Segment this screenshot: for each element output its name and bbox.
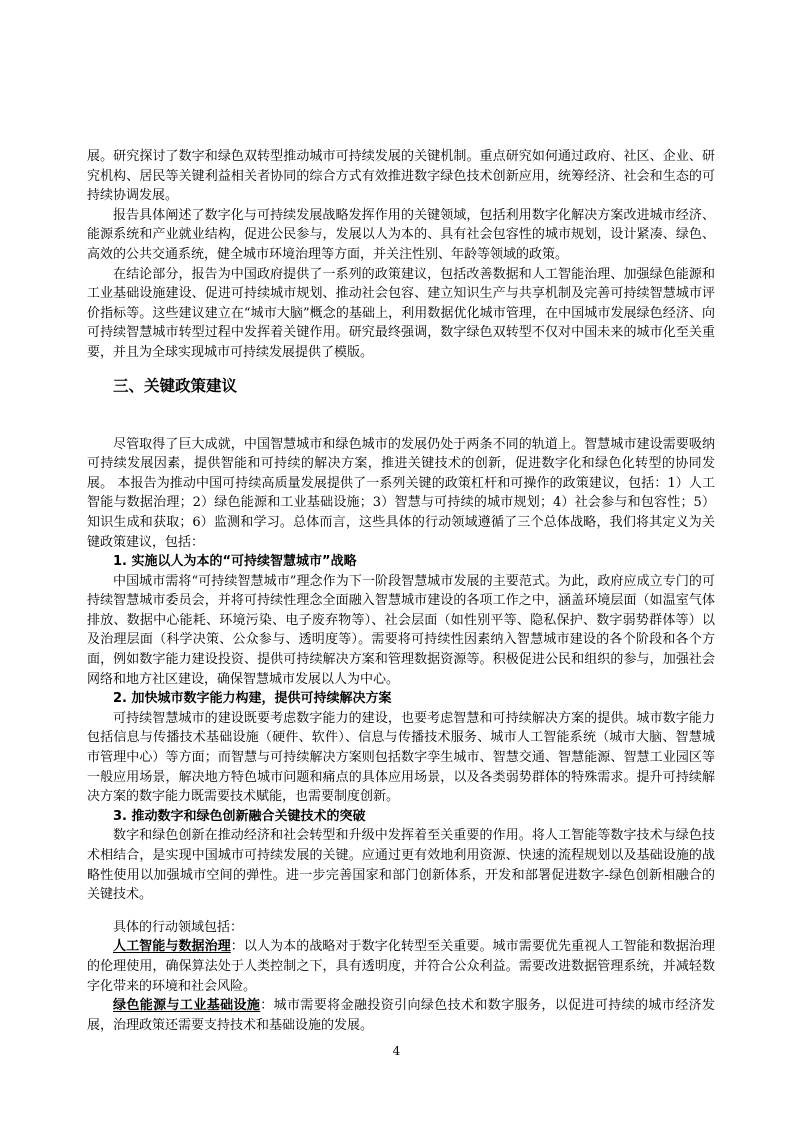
- document-body: [87, 147, 715, 1035]
- strategy-2-heading: 2. 加快城市数字能力构建，提供可持续解决方案: [113, 691, 392, 707]
- action-item-lead: 绿色能源与工业基础设施: [113, 998, 261, 1014]
- action-item-lead: 人工智能与数据治理: [113, 939, 231, 955]
- strategy-1-body: 中国城市需将“可持续智慧城市”理念作为下一阶段智慧城市发展的主要范式。为此，政府应成立专门的可持续智慧城市委员会，并将可持续性理念全面融入智慧城市建设的各项工作之中，涵盖环境层面（如温室气体排放、数据中心能耗、环境污染、电子废弃物等）、社会层面（如性别平等、隐私保护、数字弱势群体等）以及治理层面（科学决策、公众参与、透明度等）。需要将可持续性因素纳入智慧城市建设的各个阶段和各个方面，例如数字能力建设投资、提供可持续解决方案和管理数据资源等。积极促进公民和组织的参与，加强社会网络和地方社区建设，确保智慧城市发展以人为中心。: [87, 573, 715, 687]
- strategy-3-heading: 3. 推动数字和绿色创新融合关键技术的突破: [113, 808, 366, 824]
- action-item-ai-data: [87, 937, 715, 996]
- paragraph-intro: 尽管取得了巨大成就，中国智慧城市和绿色城市的发展仍处于两条不同的轨道上。智慧城市建设需要吸纳可持续发展因素，提供智能和可持续的解决方案，推进关键技术的创新，促进数字化和绿色化转型的协同发展。 本报告为推动中国可持续高质量发展提供了一系列关键的政策杠杆和可操作的政策建议，包括：1）人工智能与数据治理；2）绿色能源和工业基础设施；3）智慧与可持续的城市规划；4）社会参与和包容性；5）知识生成和获取；6）监测和学习。总体而言，这些具体的行动领域遵循了三个总体战略，我们将其定义为关键政策建议，包括：: [87, 436, 715, 550]
- paragraph-key-areas: 报告具体阐述了数字化与可持续发展战略发挥作用的关键领域，包括利用数字化解决方案改进城市经济、能源系统和产业就业结构，促进公民参与，发展以人为本的、具有社会包容性的城市规划，设计紧凑、绿色、高效的公共交通系统，健全城市环境治理等方面，并关注性别、年龄等领域的政策。: [87, 207, 715, 262]
- paragraph-summary-continued: 展。研究探讨了数字和绿色双转型推动城市可持续发展的关键机制。重点研究如何通过政府、社区、企业、研究机构、居民等关键利益相关者协同的综合方式有效推进数字绿色技术创新应用，统筹经济、社会和生态的可持续协调发展。: [87, 149, 715, 204]
- section-heading: 三、关键政策建议: [113, 376, 238, 395]
- action-item-green-energy: [87, 996, 715, 1035]
- strategy-2-body: 可持续智慧城市的建设既要考虑数字能力的建设，也要考虑智慧和可持续解决方案的提供。城市数字能力包括信息与传播技术基础设施（硬件、软件）、信息与传播技术服务、城市人工智能系统（城市大脑、智慧城市管理中心）等方面；而智慧与可持续解决方案则包括数字孪生城市、智慧交通、智慧能源、智慧工业园区等一般应用场景，解决地方特色城市问题和痛点的具体应用场景，以及各类弱势群体的特殊需求。提升可持续解决方案的数字能力既需要技术赋能，也需要制度创新。: [87, 710, 715, 805]
- page-number: 4: [392, 1044, 401, 1058]
- strategy-1-heading: 1. 实施以人为本的“可持续智慧城市”战略: [113, 554, 357, 570]
- action-item-text: ：以人为本的战略对于数字化转型至关重要。城市需要优先重视人工智能和数据治理的伦理使用，确保算法处于人类控制之下，具有透明度，并符合公众利益。需要改进数据管理系统，并减轻数字化带来的环境和社会风险。: [87, 939, 715, 994]
- actions-intro: 具体的行动领域包括：: [113, 919, 244, 935]
- paragraph-conclusion: 在结论部分，报告为中国政府提供了一系列的政策建议，包括改善数据和人工智能治理、加强绿色能源和工业基础设施建设、促进可持续城市规划、推动社会包容、建立知识生产与共享机制及完善可持续智慧城市评价指标等。这些建议建立在“城市大脑”概念的基础上，利用数据优化城市管理，在中国城市发展绿色经济、向可持续智慧城市转型过程中发挥着关键作用。研究最终强调，数字绿色双转型不仅对中国未来的城市化至关重要，并且为全球实现城市可持续发展提供了模版。: [87, 266, 715, 360]
- strategy-3-body: 数字和绿色创新在推动经济和社会转型和升级中发挥着至关重要的作用。将人工智能等数字技术与绿色技术相结合，是实现中国城市可持续发展的关键。应通过更有效地利用资源、快速的流程规划以及基础设施的战略性使用以加强城市空间的弹性。进一步完善国家和部门创新体系，开发和部署促进数字-绿色创新相融合的关键技术。: [87, 828, 715, 903]
- action-item-text: ：城市需要将金融投资引向绿色技术和数字服务，以促进可持续的城市经济发展，治理政策还需要支持技术和基础设施的发展。: [87, 998, 715, 1033]
